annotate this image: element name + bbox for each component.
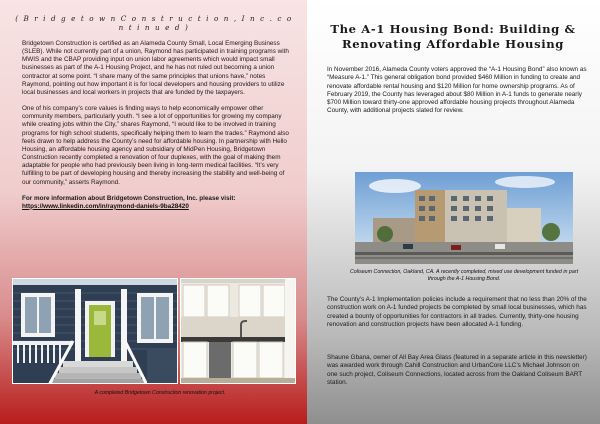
paragraph-implementation-policies: The County’s A-1 Implementation policies include a requirement that no less than 20% of the construction work on A-1 funded projects be completed by small local businesses, which has created a bounty of opportunities for contractors in all trades. Currently, thirty-one housing renovation and construction projects have been allocated A-1 funding. [327, 296, 587, 328]
renovated-house-photo [12, 278, 178, 384]
paragraph-certification: Bridgetown Construction is certified as an Alameda County Small, Local Emerging Business (SLEB). While not currently part of a union, Raymond has participated in training programs with MWIS and the CBAP providing input on union labor agreements which would impact small businesses as part of the A-1 Housing Project, and he has not ruled out becoming a union contractor at some point. “I share many of the same principles that unions have,” notes Raymond, pointing out how important it is for local developers and housing providers to utilize local businesses and local workers in projects that are funded by the taxpayers. [22, 40, 289, 96]
continued-header: ( B r i d g e t o w n C o n s t r u c t i o n , I n c . c o n t i n u e d ) [15, 14, 293, 32]
paragraph-all-bay-area-glass: Shaune Gbana, owner of All Bay Area Glass (featured in a separate article in this newsletter) was awarded work through Cahill Construction and UrbanCore LLC’s Michael Johnson on one such project, Coliseum Connections, located across from the Oakland Coliseum BART station. [327, 354, 587, 386]
building-photo-caption: Coliseum Connection, Oakland, CA. A recently completed, mixed use development funded in part through the A-1 Housing Bond. [349, 269, 579, 282]
paragraph-core-values: One of his company’s core values is finding ways to help economically empower other community members, particularly youth. “I see a lot of opportunities for growing my company while creating jobs within the City,” shares Raymond, “I would like to be involved in training programs for high school students, specifically helping them to learn the trades.” Raymond also feels drawn to help address the County’s need for affordable housing. In partnership with Hello Housing, an affordable housing agency and subsidiary of MidPen Housing, Bridgetown Construction recently completed a renovation of four duplexes, with the goal of making them adaptable for people who had previously been living in long-term medical facilities. “It’s very fulfilling to be part of developing housing and thereby increasing the stability and well-being of our community,” asserts Raymond. [22, 105, 289, 186]
renovated-kitchen-photo [180, 278, 296, 384]
right-panel [307, 0, 600, 424]
linkedin-link[interactable]: https://www.linkedin.com/in/raymond-daniels-9ba28420 [22, 202, 189, 210]
paragraph-bond-overview: In November 2016, Alameda County voters approved the “A-1 Housing Bond” also known as “Measure A-1.” This general obligation bond provided $460 Million in funding to create and renovate affordable rental housing and $120 Million for home ownership programs. As of February 2019, the County has leveraged about $80 Million in A-1 funds to generate nearly $700 Million toward thirty-one approved affordable housing projects throughout Alameda County, with additional projects slated for review. [327, 66, 587, 115]
more-info-text: For more information about Bridgetown Construction, Inc. please visit: [22, 194, 236, 202]
left-article-body [22, 40, 294, 219]
article-title: The A-1 Housing Bond: Building & Renovating Affordable Housing [330, 22, 576, 51]
house-photo-caption: A completed Bridgetown Construction renovation project. [94, 390, 226, 396]
coliseum-connection-photo [355, 172, 573, 264]
